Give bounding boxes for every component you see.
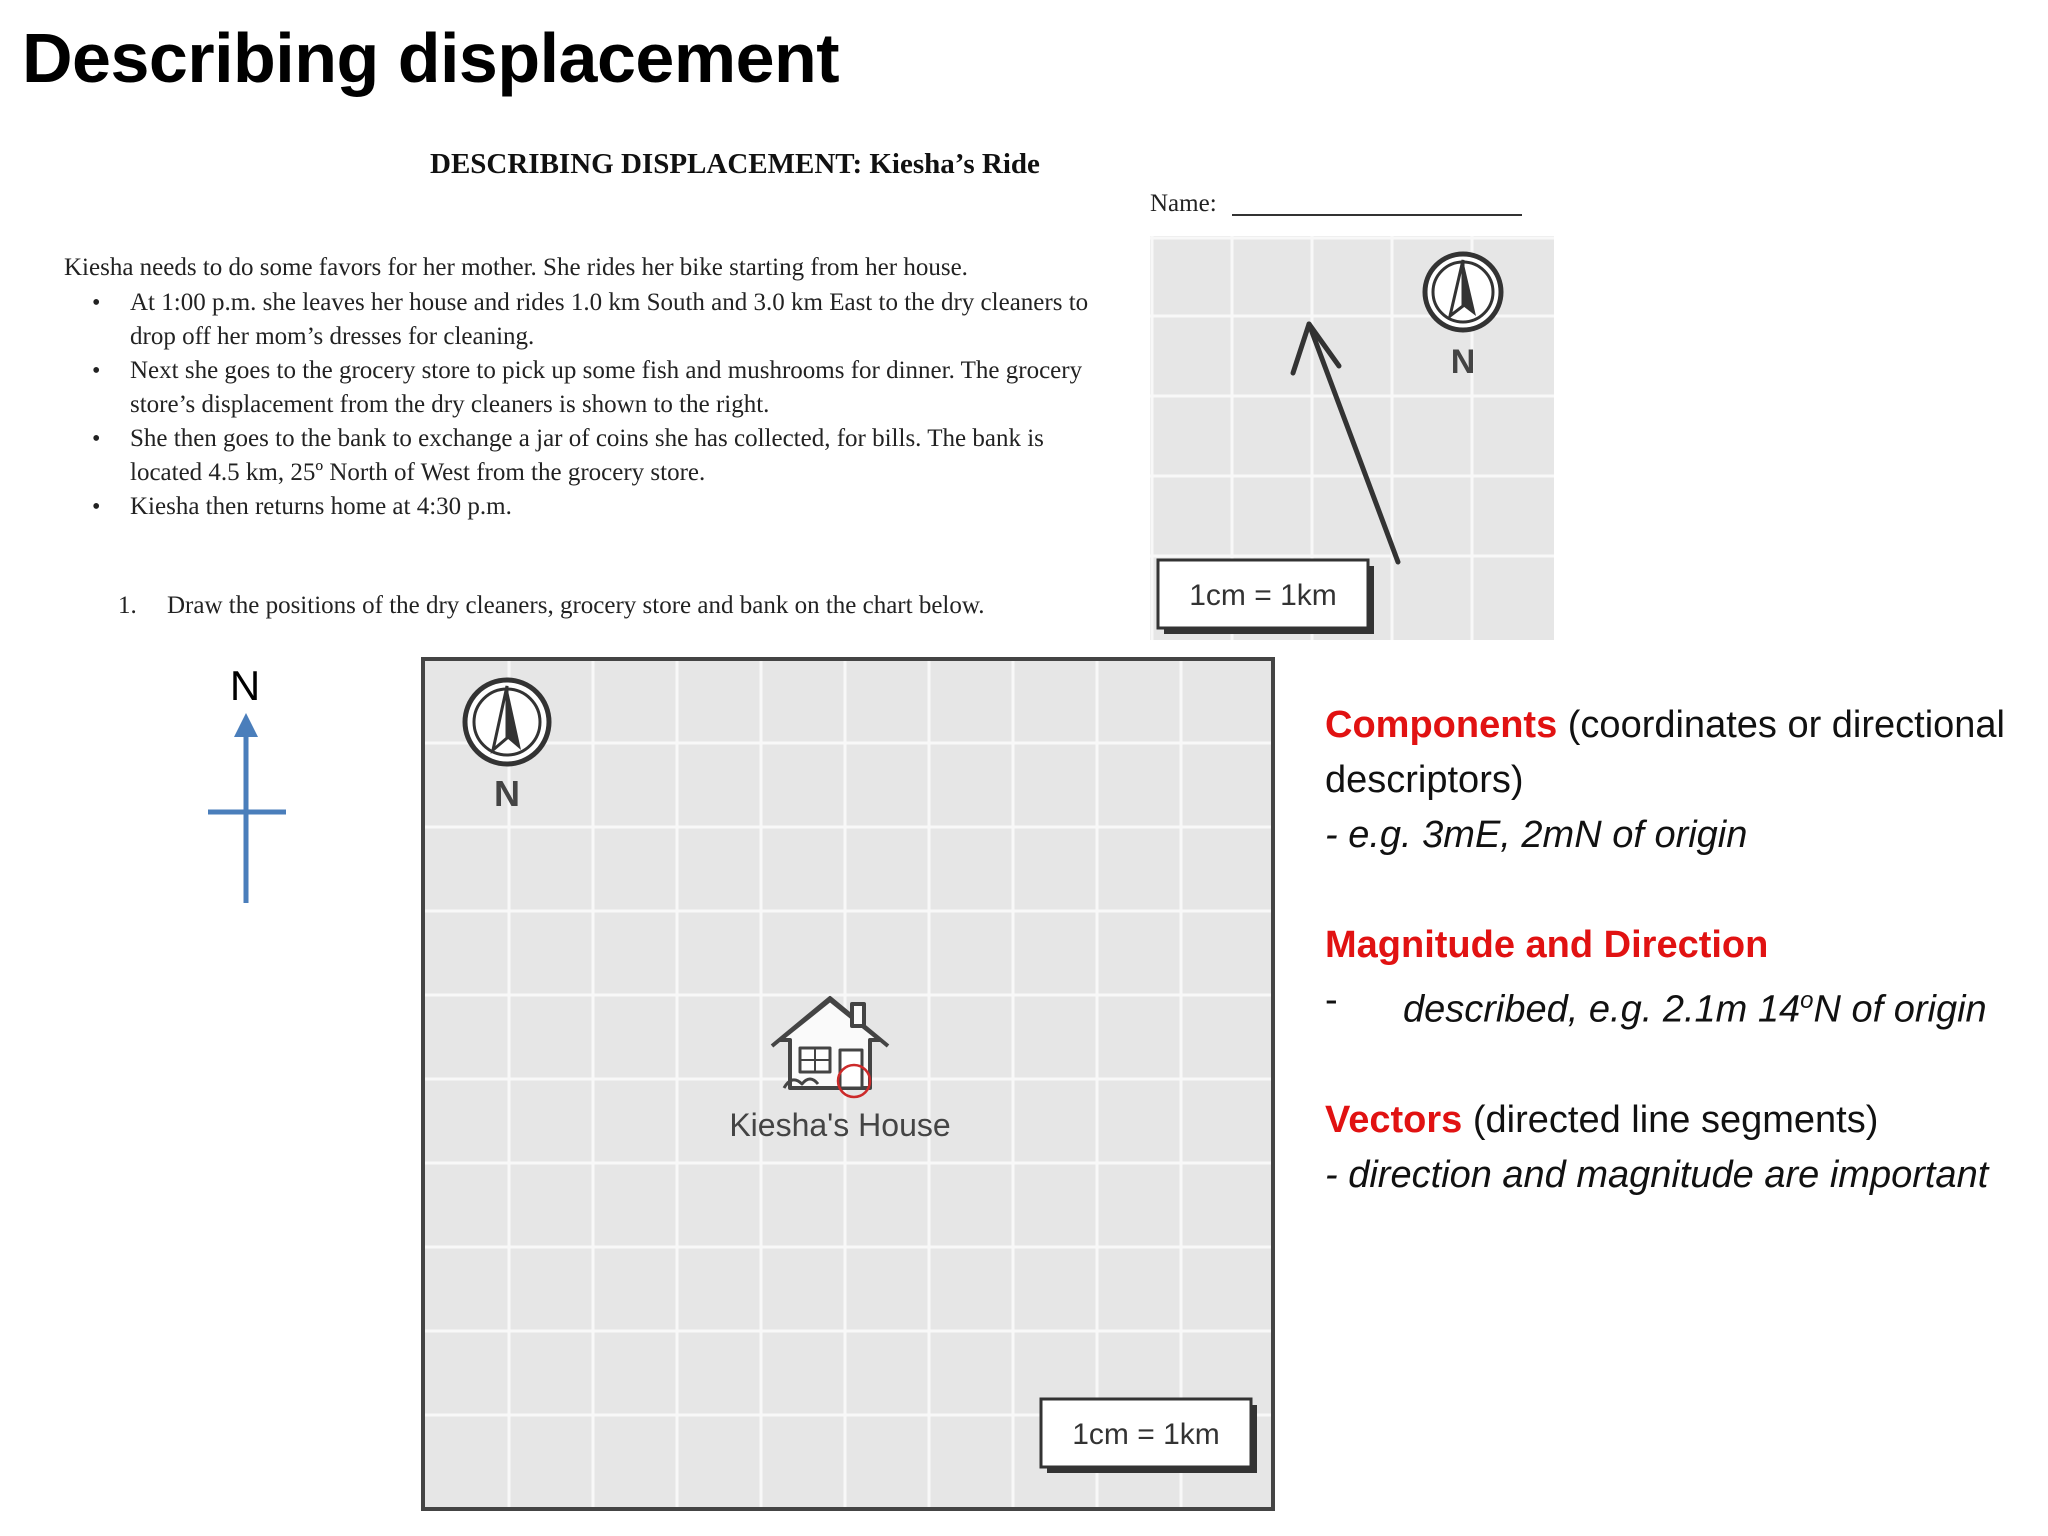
- vectors-heading: Vectors: [1325, 1098, 1463, 1141]
- list-item: • At 1:00 p.m. she leaves her house and rides 1.0 km South and 3.0 km East to the dry cleaners to drop off her mom’s dresses for cleaning.: [92, 286, 1122, 354]
- slide-title: Describing displacement: [22, 19, 840, 97]
- question-text: Draw the positions of the dry cleaners, grocery store and bank on the chart below.: [167, 592, 985, 619]
- compass-n-label: N: [1450, 343, 1476, 381]
- compass-icon: [1425, 254, 1501, 330]
- components-heading: Components: [1325, 704, 1558, 746]
- list-item: • Kiesha then returns home at 4:30 p.m.: [92, 490, 1122, 524]
- name-blank-line: [1232, 214, 1522, 216]
- question-number: 1.: [118, 592, 137, 619]
- neighborhood-grid-map: [420, 656, 1276, 1512]
- bullet-dash: -: [1325, 979, 1338, 1021]
- arrow-up-icon: [208, 713, 286, 903]
- worksheet-bullet-list: [92, 286, 1122, 524]
- compass-icon: [465, 680, 549, 764]
- notes-panel: [1325, 698, 2025, 1203]
- worksheet-intro: Kiesha needs to do some favors for her mother. She rides her bike starting from her house.: [64, 254, 968, 281]
- components-example: - e.g. 3mE, 2mN of origin: [1325, 814, 1748, 856]
- components-paragraph: [1325, 698, 2025, 808]
- scale-box: [1158, 560, 1374, 634]
- vectors-example: - direction and magnitude are important: [1325, 1153, 1989, 1196]
- magnitude-direction-example-row: [1325, 973, 2025, 1038]
- scale-label: 1cm = 1km: [1189, 579, 1337, 612]
- magnitude-direction-heading: Magnitude and Direction: [1325, 924, 1769, 966]
- magnitude-direction-example: described, e.g. 2.1m 14$^o$N of origin: [1403, 987, 1987, 1031]
- compass-n-label: N: [494, 773, 520, 814]
- list-item: • She then goes to the bank to exchange a jar of coins she has collected, for bills. The bank is located 4.5 km, 25º North of West from the grocery store.: [92, 422, 1122, 490]
- north-arrow-label: N: [229, 662, 261, 709]
- grocery-displacement-map: [1150, 236, 1554, 640]
- house-label: Kiesha's House: [729, 1107, 951, 1143]
- scale-label: 1cm = 1km: [1072, 1418, 1220, 1451]
- name-label: Name:: [1150, 190, 1217, 217]
- components-text: (coordinates or directional descriptors): [1325, 704, 2005, 801]
- scale-box: [1041, 1399, 1257, 1473]
- list-item: • Next she goes to the grocery store to pick up some fish and mushrooms for dinner. The grocery store’s displacement from the dry cleaners is shown to the right.: [92, 354, 1122, 422]
- worksheet-title: DESCRIBING DISPLACEMENT: Kiesha’s Ride: [430, 148, 1040, 180]
- vectors-text: (directed line segments): [1462, 1098, 1879, 1141]
- vectors-paragraph: [1325, 1093, 2025, 1148]
- north-arrow: [200, 655, 300, 915]
